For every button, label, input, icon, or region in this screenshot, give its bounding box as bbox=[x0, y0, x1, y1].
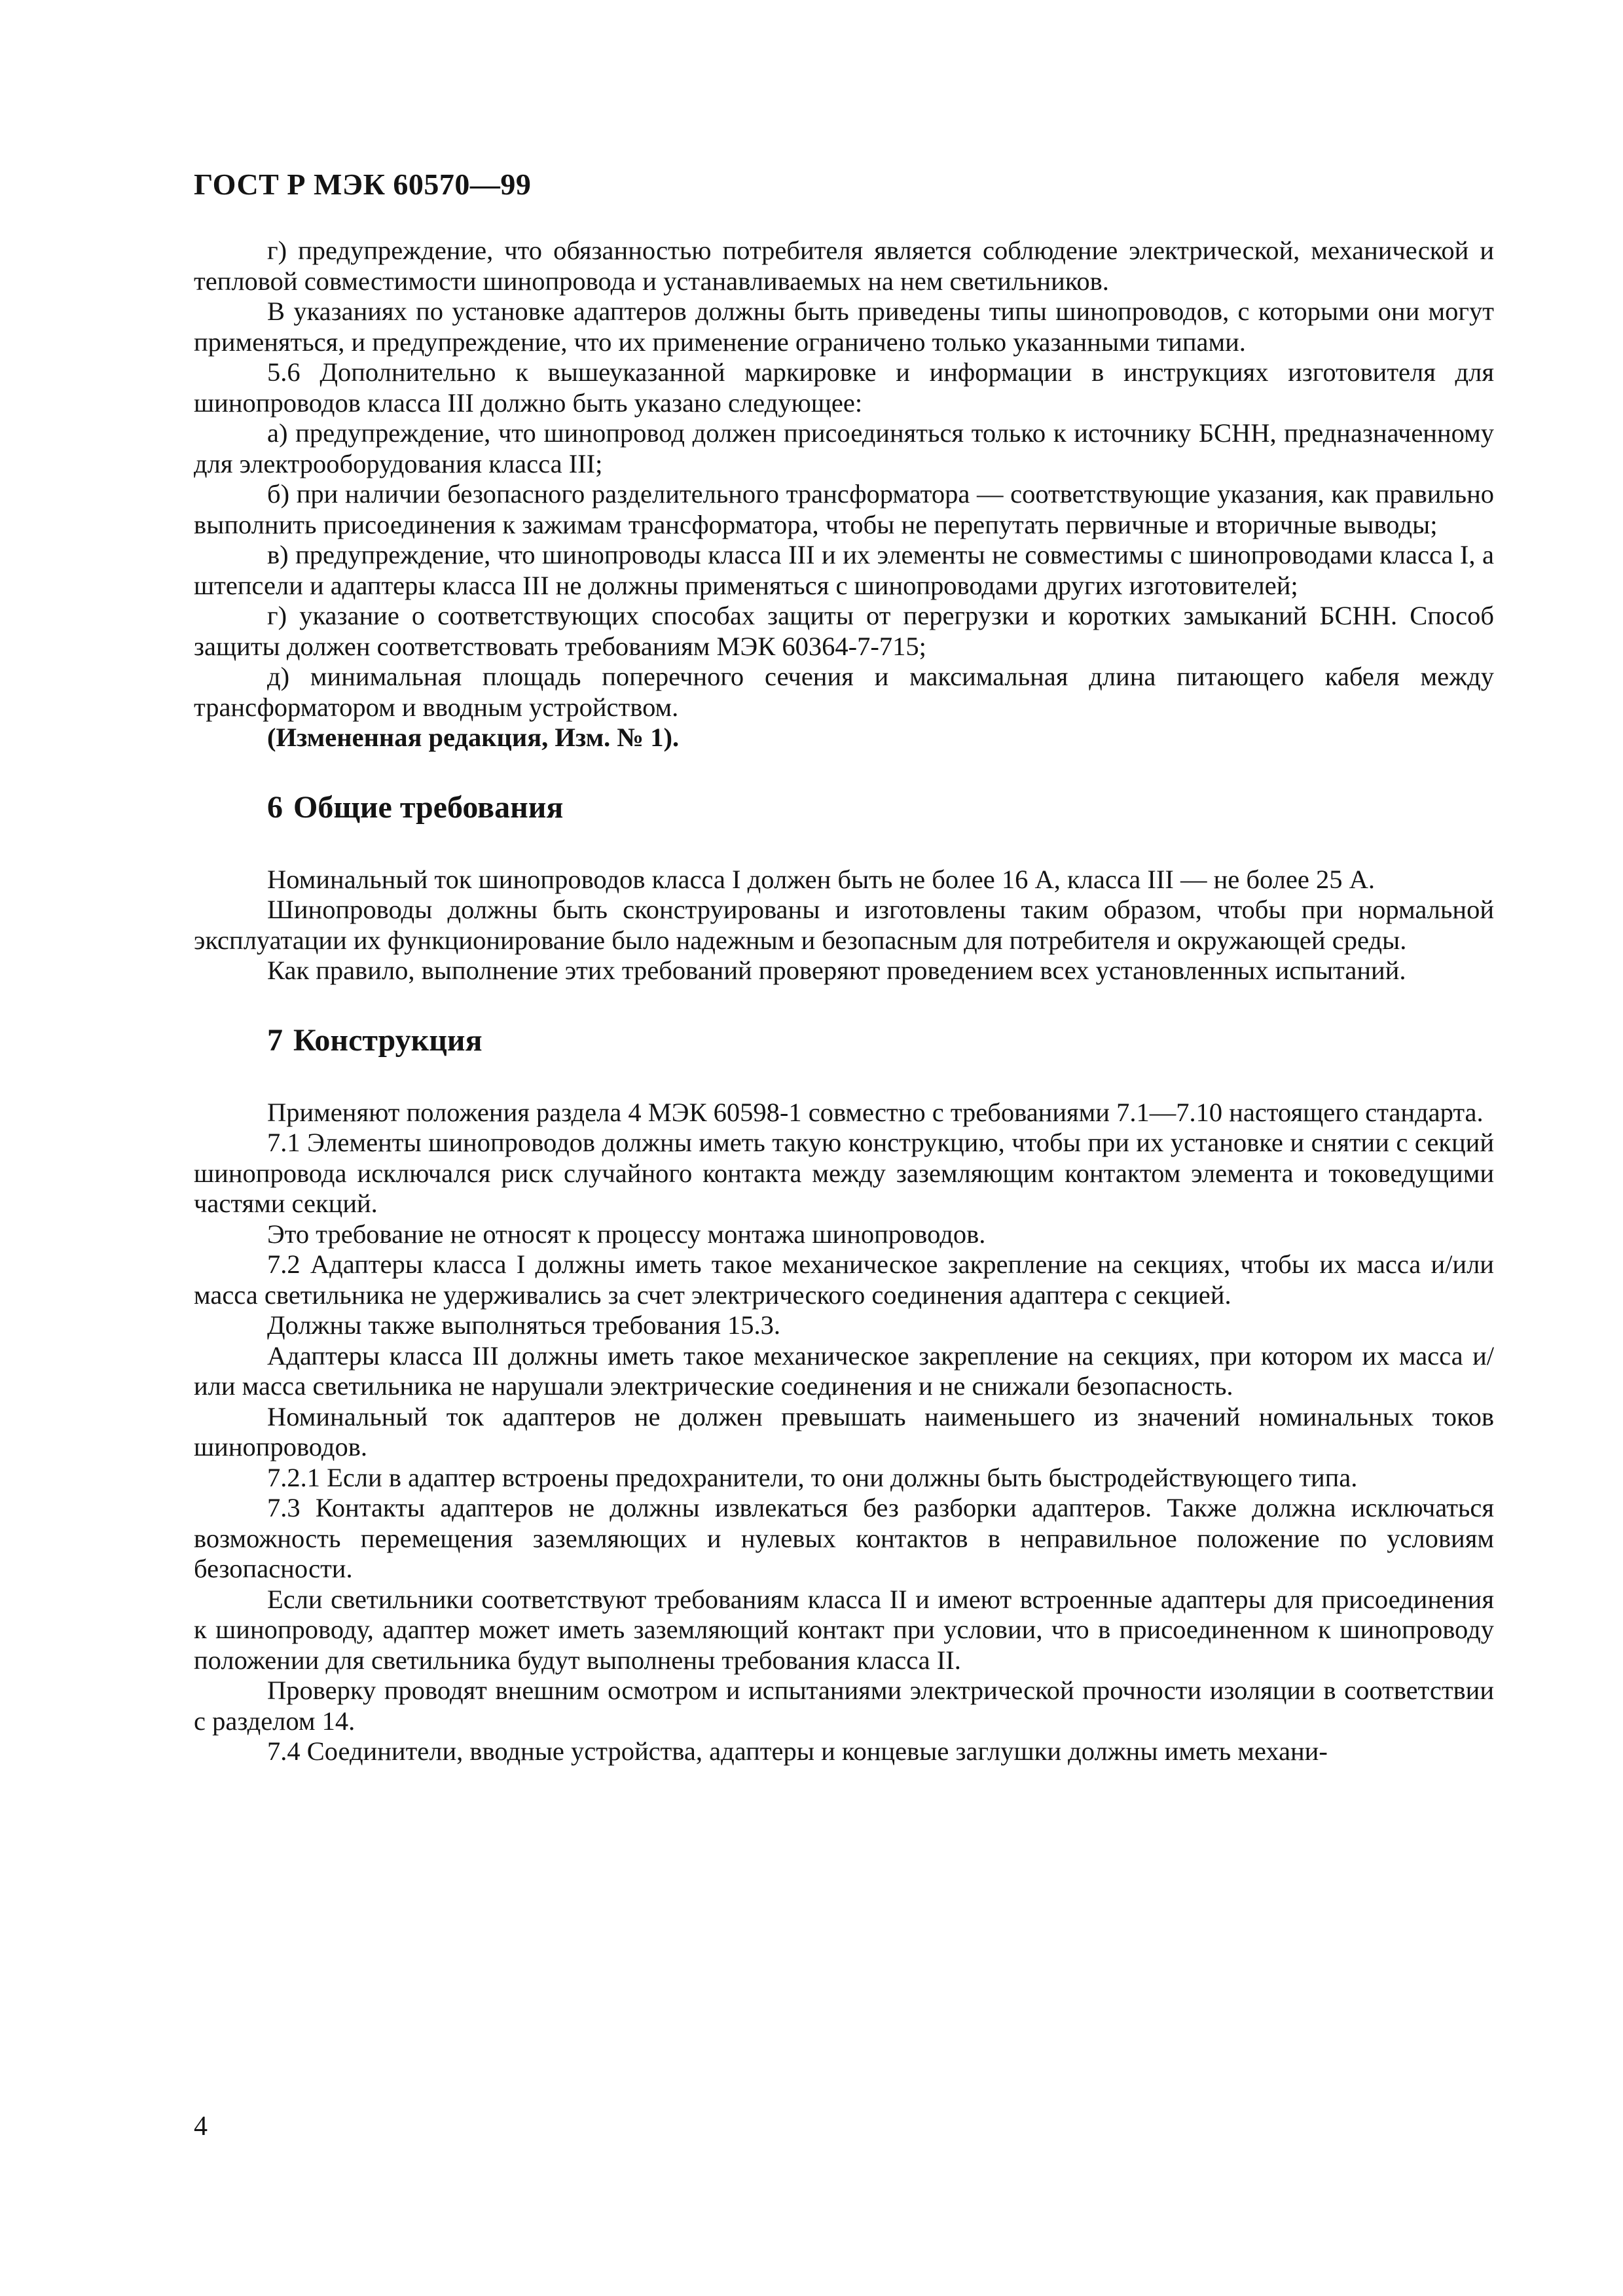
section-number: 7 bbox=[267, 1022, 283, 1058]
paragraph: Проверку проводят внешним осмотром и испытаниями электрической прочности изоляции в соответствии с разделом 14. bbox=[194, 1676, 1494, 1736]
paragraph: г) указание о соответствующих способах защиты от перегрузки и коротких замыканий БСНН. Способ защиты должен соответствовать требованиям МЭК 60364-7-715; bbox=[194, 601, 1494, 661]
paragraph: 7.3 Контакты адаптеров не должны извлекаться без разборки адаптеров. Также должна исключаться возможность перемещения заземляющих и нулевых контактов в неправильное положение по условиям безопасности. bbox=[194, 1493, 1494, 1583]
paragraph: б) при наличии безопасного разделительного трансформатора — соответствующие указания, как правильно выполнить присоединения к зажимам трансформатора, чтобы не перепутать первичные и вторичные выводы; bbox=[194, 479, 1494, 539]
amendment-note: (Измененная редакция, Изм. № 1). bbox=[267, 723, 680, 752]
section-title: Конструкция bbox=[293, 1022, 483, 1058]
section-title: Общие требования bbox=[293, 789, 564, 825]
paragraph: Это требование не относят к процессу монтажа шинопроводов. bbox=[267, 1219, 986, 1249]
paragraph: Если светильники соответствуют требованиям класса II и имеют встроенные адаптеры для присоединения к шинопроводу, адаптер может иметь заземляющий контакт при условии, что в присоединенном к шинопроводу положении для светильника будут выполнены требования класса II. bbox=[194, 1584, 1494, 1675]
section-6-heading bbox=[194, 790, 1494, 825]
paragraph: г) предупреждение, что обязанностью потребителя является соблюдение электрической, механической и тепловой совместимости шинопровода и устанавливаемых на нем светильников. bbox=[194, 236, 1494, 296]
section-7-heading bbox=[194, 1023, 1494, 1058]
paragraph: 7.4 Соединители, вводные устройства, адаптеры и концевые заглушки должны иметь механи- bbox=[267, 1736, 1328, 1766]
page-content bbox=[194, 236, 1494, 1767]
paragraph: Номинальный ток шинопроводов класса I должен быть не более 16 А, класса III — не более 25 А. bbox=[267, 864, 1376, 894]
paragraph: В указаниях по установке адаптеров должны быть приведены типы шинопроводов, с которыми они могут применяться, и предупреждение, что их применение ограничено только указанными типами. bbox=[194, 296, 1494, 357]
paragraph: 7.2.1 Если в адаптер встроены предохранители, то они должны быть быстродействующего типа. bbox=[267, 1462, 1358, 1492]
paragraph: Должны также выполняться требования 15.3. bbox=[267, 1310, 781, 1340]
paragraph: Как правило, выполнение этих требований проверяют проведением всех установленных испытаний. bbox=[267, 956, 1406, 985]
page-number: 4 bbox=[194, 2111, 208, 2142]
section-number: 6 bbox=[267, 789, 283, 825]
paragraph: 7.1 Элементы шинопроводов должны иметь такую конструкцию, чтобы при их установке и снятии с секций шинопровода исключался риск случайного контакта между заземляющим контактом элемента и токоведущими частями секций. bbox=[194, 1128, 1494, 1218]
paragraph: д) минимальная площадь поперечного сечения и максимальная длина питающего кабеля между трансформатором и вводным устройством. bbox=[194, 662, 1494, 722]
paragraph: 5.6 Дополнительно к вышеуказанной маркировке и информации в инструкциях изготовителя для шинопроводов класса III должно быть указано следующее: bbox=[194, 357, 1494, 418]
paragraph: Номинальный ток адаптеров не должен превышать наименьшего из значений номинальных токов шинопроводов. bbox=[194, 1401, 1494, 1462]
paragraph: Шинопроводы должны быть сконструированы и изготовлены таким образом, чтобы при нормальной эксплуатации их функционирование было надежным и безопасным для потребителя и окружающей среды. bbox=[194, 895, 1494, 955]
paragraph: Применяют положения раздела 4 МЭК 60598-1 совместно с требованиями 7.1—7.10 настоящего стандарта. bbox=[267, 1097, 1484, 1127]
paragraph: 7.2 Адаптеры класса I должны иметь такое механическое закрепление на секциях, чтобы их масса и/или масса светильника не удерживались за счет электрического соединения адаптера с секцией. bbox=[194, 1249, 1494, 1310]
paragraph: а) предупреждение, что шинопровод должен присоединяться только к источнику БСНН, предназначенному для электрооборудования класса III; bbox=[194, 418, 1494, 478]
paragraph: в) предупреждение, что шинопроводы класса III и их элементы не совместимы с шинопроводами класса I, а штепсели и адаптеры класса III не должны применяться с шинопроводами других изготовителей; bbox=[194, 540, 1494, 600]
document-header: ГОСТ Р МЭК 60570—99 bbox=[194, 168, 532, 201]
paragraph: Адаптеры класса III должны иметь такое механическое закрепление на секциях, при котором их масса и/или масса светильника не нарушали электрические соединения и не снижали безопасность. bbox=[194, 1340, 1494, 1401]
